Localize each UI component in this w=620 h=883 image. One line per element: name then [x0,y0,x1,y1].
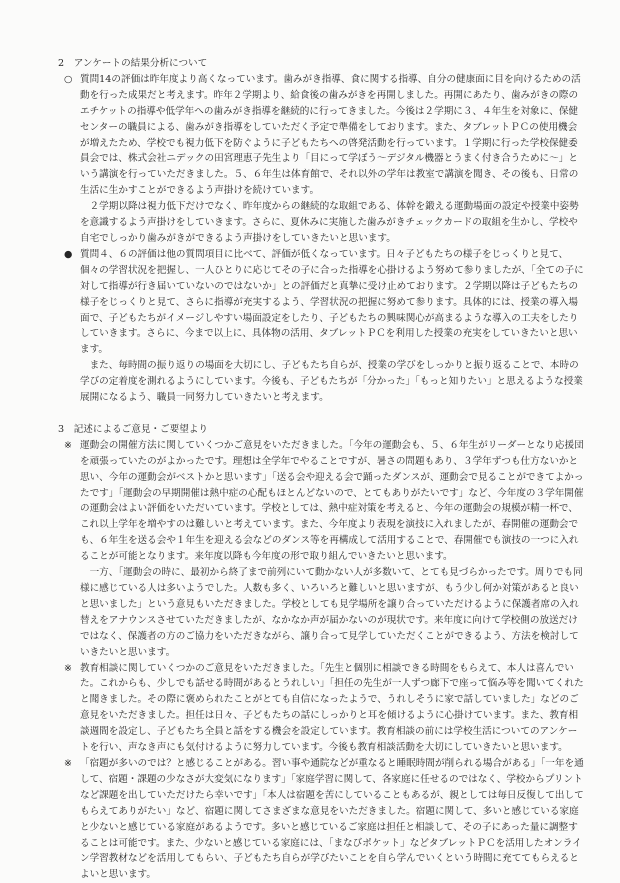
section-3-item-1 [58,438,586,661]
section-3-item-2 [58,661,586,756]
filled-circle-bullet-icon: ● [64,248,73,260]
reference-mark-icon: ※ [64,662,73,674]
section-3-item-1-para2: 一方、「運動会の時に、最初から終了まで前列にいて動かない人が多数いて、とても見づらかったです。周りでも同様に感じている人は多いようでした。人数も多く、いろいろと難しいと思いますが、もう少し何か対策があると良いと思いました」という意見もいただきました。学校としても見学場所を譲り合っていただけるように保護者席の入れ替えをアナウンスさせていただきましたが、なかなか声が届かないのが現状です。来年度に向けて学校側の放送だけではなく、保護者の方のご協力をいただきながら、譲り合って見学していただくことができるよう、方法を検討していきたいと思います。 [80,567,583,658]
section-2-item-2-para2: また、毎時間の振り返りの場面を大切にし、子どもたち自らが、授業の学びをしっかりと振り返ることで、本時の学びの定着度を測れるようにしています。今後も、子どもたちが「分かった」「もっと知りたい」と思えるような授業展開になるよう、職員一同努力していきたいと考えます。 [80,360,583,404]
section-3-item-3 [58,756,586,883]
section-3-heading: 3 記述によるご意見・ご要望より [58,423,209,435]
section-2-item-2-text: 質問４、６の評価は他の質問項目に比べて、評価が低くなっています。日々子どもたちの様子をじっくりと見て、個々の学習状況を把握し、一人ひとりに応じてその子に合った指導を心掛けるよう努めて参りましたが、「全ての子に対して指導が行き届いていないのではないか」との評価だと真摯に受け止めております。２学期以降は子どもたちの様子をじっくりと見て、さらに指導が充実するよう、学習状況の把握に努めて参ります。具体的には、授業の導入場面で、子どもたちがイメージしやすい場面設定をしたり、子どもたちの興味関心が高まるような導入の工夫をしたりしていきます。さらに、今まで以上に、具体物の活用、タブレットＰＣを利用した授業の充実をしていきたいと思います。 [80,248,584,356]
section-2-item-1 [58,72,586,247]
section-2-item-1-text: 質問14の評価は昨年度より高くなっています。歯みがき指導、食に関する指導、自分の健康面に目を向けるための活動を行った成果だと考えます。昨年２学期より、給食後の歯みがきを再開しました。再開にあたり、歯みがきの際のエチケットの指導や低学年への歯みがき指導を継続的に行ってきました。今後は２学期に３、４年生を対象に、保健センターの職員による、歯みがき指導をしていただく予定で準備をしております。また、タブレットＰＣの使用機会が増えたため、学校でも視力低下を防ぐように子どもたちへの啓発活動を行っています。１学期に行った学校保健委員会では、株式会社ニデックの田宮理恵子先生より「目にって学ぼう〜デジタル機器とうまく付き合うために〜」という講演を行っていただきました。５、６年生は体育館で、それ以外の学年は教室で講演を聞き、その後も、日常の生活に生かすことができるよう声掛けを続けています。 [80,73,581,197]
document-body [58,56,586,883]
section-2-item-1-para2: ２学期以降は視力低下だけでなく、昨年度からの継続的な取組である、体幹を鍛える運動場面の設定や授業中姿勢を意識するよう声掛けをしていきます。さらに、夏休みに実施した歯みがきチェックカードの取組を生かし、学校や自宅でしっかり歯みがきができるよう声掛けをしていきたいと思います。 [80,201,579,244]
section-3-item-1-text: 運動会の開催方法に関していくつかご意見をいただきました。「今年の運動会も、５、６年生がリーダーとなり応援団を頑張っていたのがよかったです。理想は全学年でやることですが、暑さの問題もあり、３学年ずつも仕方ないかと思い、今年の運動会がベストかと思います」「送る会や迎える会で踊ったダンスが、運動会で見ることができてよかったです」「運動会の早期開催は熱中症の心配もほとんどないので、とてもありがたいです」など、今年度の３学年開催の運動会はよい評価をいただいています。学校としては、熱中症対策を考えると、今年の運動会の規模が精一杯で、これ以上学年を増やすのは難しいと考えています。また、今年度より表現を演技に入れましたが、春開催の運動会でも、６年生を送る会や１年生を迎える会などのダンス等を再構成して活用することで、春開催でも演技の一つに入れることが可能となります。来年度以降も今年度の形で取り組んでいきたいと思います。 [80,439,584,563]
section-2-item-2 [58,247,586,406]
section-3-item-2-text: 教育相談に関していくつかのご意見をいただきました。「先生と個別に相談できる時間をもらえて、本人は喜んでいた。これからも、少しでも話せる時間があるとうれしい」「担任の先生が一人ずつ廊下で座って悩み等を聞いてくれたと聞きました。その際に褒められたことがとても自信になったようで、うれしそうに家で話していました」などのご意見をいただきました。担任は日々、子どもたちの話にしっかりと耳を傾けるように心掛けています。また、教育相談週間を設定し、子どもたち全員と話をする機会を設定しています。教育相談の前には学校生活についてのアンケートを行い、声なき声にも気付けるように努力しています。今後も教育相談活動を大切にしていきたいと思います。 [80,662,584,754]
section-gap [58,406,586,422]
section-2-heading: 2 アンケートの結果分析について [58,58,208,69]
reference-mark-icon: ※ [64,757,73,769]
circle-bullet-icon: ○ [64,73,73,85]
reference-mark-icon: ※ [64,439,73,451]
section-3-item-3-text: 「宿題が多いのでは？と感じることがある。習い事や通院などが重なると睡眠時間が削られる場合がある」「一年を通して、宿題・課題の少なさが大変気になります」「家庭学習に関して、各家庭に任せるのではなく、学校からプリントなど課題を出していただけたら幸いです」「本人は宿題を苦にしていることもあるが、親としては毎日反復して出してもらえてありがたい」など、宿題に関してさまざまな意見をいただきました。宿題に関して、多いと感じている家庭と少ないと感じている家庭があるようです。多いと感じているご家庭は担任と相談して、その子にあった量に調整することは可能です。また、少ないと感じている家庭には、「まなびポケット」などタブレットＰＣを活用したオンライン学習教材などを活用してもらい、子どもたち自らが学びたいことを自ら学んでいくという時間に充ててもらえるとよいと思います。 [80,757,584,881]
